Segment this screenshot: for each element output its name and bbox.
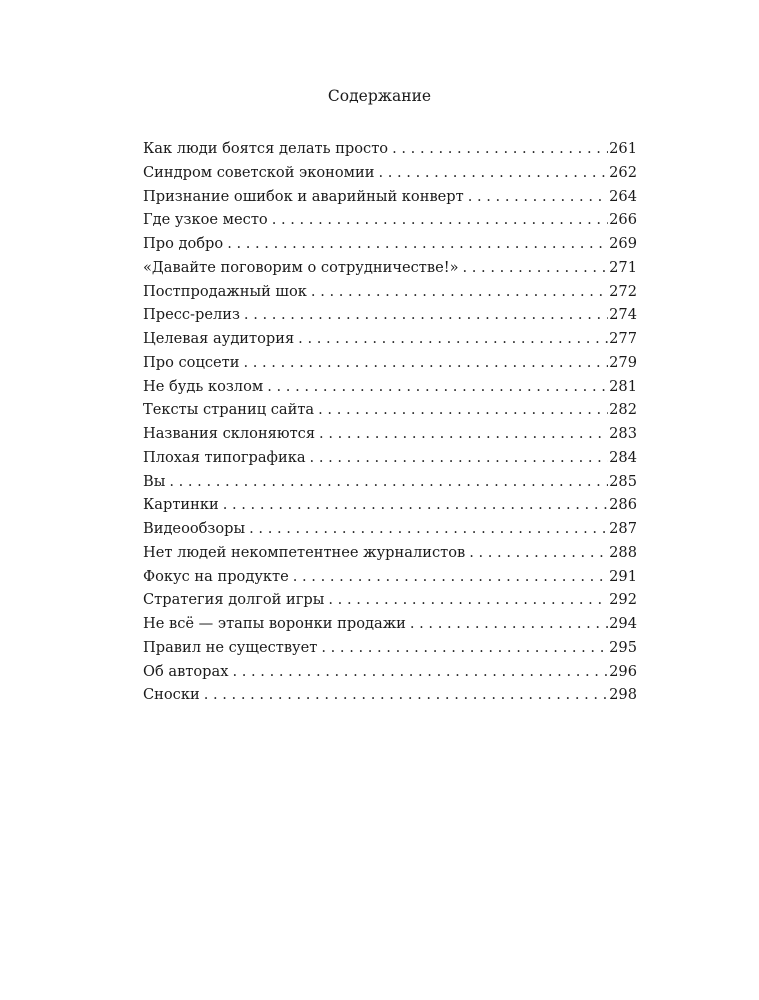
toc-entry	[143, 375, 637, 399]
toc-page-number: 274	[609, 306, 637, 324]
toc-entry-title: Сноски	[143, 686, 200, 704]
dot-leader	[243, 351, 608, 375]
toc-entry-title: Про соцсети	[143, 353, 240, 371]
toc-entry-title: Тексты страниц сайта	[143, 401, 315, 419]
dot-leader	[232, 660, 608, 684]
toc-entry	[143, 208, 637, 232]
toc-entry	[143, 185, 637, 209]
dot-leader	[298, 327, 608, 351]
toc-entry	[143, 327, 637, 351]
dot-leader	[311, 280, 608, 304]
dot-leader	[249, 517, 608, 541]
toc-entry	[143, 541, 637, 565]
toc-page-number: 271	[609, 258, 637, 276]
toc-entry	[143, 232, 637, 256]
toc-entry	[143, 517, 637, 541]
toc-entry-title: Видеообзоры	[143, 520, 246, 537]
toc-page-number: 279	[609, 353, 637, 371]
toc-page-number: 298	[609, 686, 637, 704]
dot-leader	[310, 446, 609, 470]
toc-page-number: 296	[609, 662, 637, 680]
toc-page-number: 269	[609, 235, 637, 252]
toc-entry-title: Про добро	[143, 235, 224, 252]
toc-entry	[143, 493, 637, 517]
toc-entry	[143, 280, 637, 304]
toc-entry-title: Вы	[143, 472, 166, 490]
toc-entry-title: Синдром советской экономии	[143, 163, 375, 181]
toc-page-number: 261	[609, 140, 637, 157]
toc-page-number: 264	[609, 187, 637, 205]
toc-entry-title: Пресс-релиз	[143, 306, 240, 324]
toc-entry-title: Постпродажный шок	[143, 282, 307, 300]
dot-leader	[223, 493, 608, 517]
toc-entry-title: Не всё — этапы воронки продажи	[143, 615, 406, 632]
toc-entry-title: Плохая типографика	[143, 448, 306, 466]
toc-entry	[143, 565, 637, 589]
dot-leader	[410, 612, 608, 636]
dot-leader	[392, 137, 608, 161]
toc-entry	[143, 612, 637, 636]
toc-entry-title: Правил не существует	[143, 638, 318, 656]
toc-entry	[143, 422, 637, 446]
dot-leader	[321, 636, 608, 660]
toc-page-number: 286	[609, 496, 637, 514]
toc-entry-title: Где узкое место	[143, 211, 268, 229]
dot-leader	[328, 588, 608, 612]
dot-leader	[204, 683, 608, 707]
toc-page-number: 285	[609, 472, 637, 490]
dot-leader	[244, 303, 608, 327]
toc-entry-title: Целевая аудитория	[143, 330, 295, 347]
toc-page-number: 281	[609, 377, 637, 395]
toc-entry	[143, 446, 637, 470]
toc-entry-title: Как люди боятся делать просто	[143, 140, 389, 157]
toc-entry	[143, 256, 637, 280]
toc-entry-title: Об авторах	[143, 662, 229, 680]
toc-entry-title: «Давайте поговорим о сотрудничестве!»	[143, 258, 459, 276]
toc-page-number: 262	[609, 163, 637, 181]
dot-leader	[468, 185, 608, 209]
dot-leader	[319, 422, 608, 446]
toc-entry-title: Названия склоняются	[143, 425, 316, 442]
dot-leader	[267, 375, 608, 399]
toc-page-number: 295	[609, 638, 637, 656]
toc-entry-title: Нет людей некомпетентнее журналистов	[143, 543, 466, 561]
dot-leader	[227, 232, 608, 256]
toc-page-number: 284	[609, 448, 637, 466]
toc-entry	[143, 398, 637, 422]
toc-entry-title: Признание ошибок и аварийный конверт	[143, 187, 464, 205]
toc-page-number: 287	[609, 520, 637, 537]
toc-page-number: 272	[609, 282, 637, 300]
dot-leader	[469, 541, 608, 565]
dot-leader	[378, 161, 608, 185]
table-of-contents	[143, 137, 637, 707]
toc-page-number: 291	[609, 567, 637, 585]
toc-page-number: 294	[609, 615, 637, 632]
toc-page-number: 277	[609, 330, 637, 347]
toc-page-number: 283	[609, 425, 637, 442]
toc-entry	[143, 636, 637, 660]
toc-entry	[143, 303, 637, 327]
dot-leader	[293, 565, 608, 589]
toc-entry-title: Фокус на продукте	[143, 567, 289, 585]
toc-entry-title: Не будь козлом	[143, 377, 264, 395]
toc-page-number: 292	[609, 591, 637, 609]
toc-page-number: 282	[609, 401, 637, 419]
dot-leader	[169, 470, 608, 494]
dot-leader	[463, 256, 609, 280]
toc-page-number: 288	[609, 543, 637, 561]
toc-entry-title: Стратегия долгой игры	[143, 591, 325, 609]
toc-entry	[143, 683, 637, 707]
toc-page-number: 266	[609, 211, 637, 229]
toc-entry	[143, 470, 637, 494]
toc-entry-title: Картинки	[143, 496, 219, 514]
dot-leader	[272, 208, 608, 232]
toc-entry	[143, 161, 637, 185]
dot-leader	[318, 398, 608, 422]
toc-entry	[143, 351, 637, 375]
toc-entry	[143, 660, 637, 684]
toc-entry	[143, 137, 637, 161]
toc-entry	[143, 588, 637, 612]
page-title: Содержание	[327, 87, 432, 105]
